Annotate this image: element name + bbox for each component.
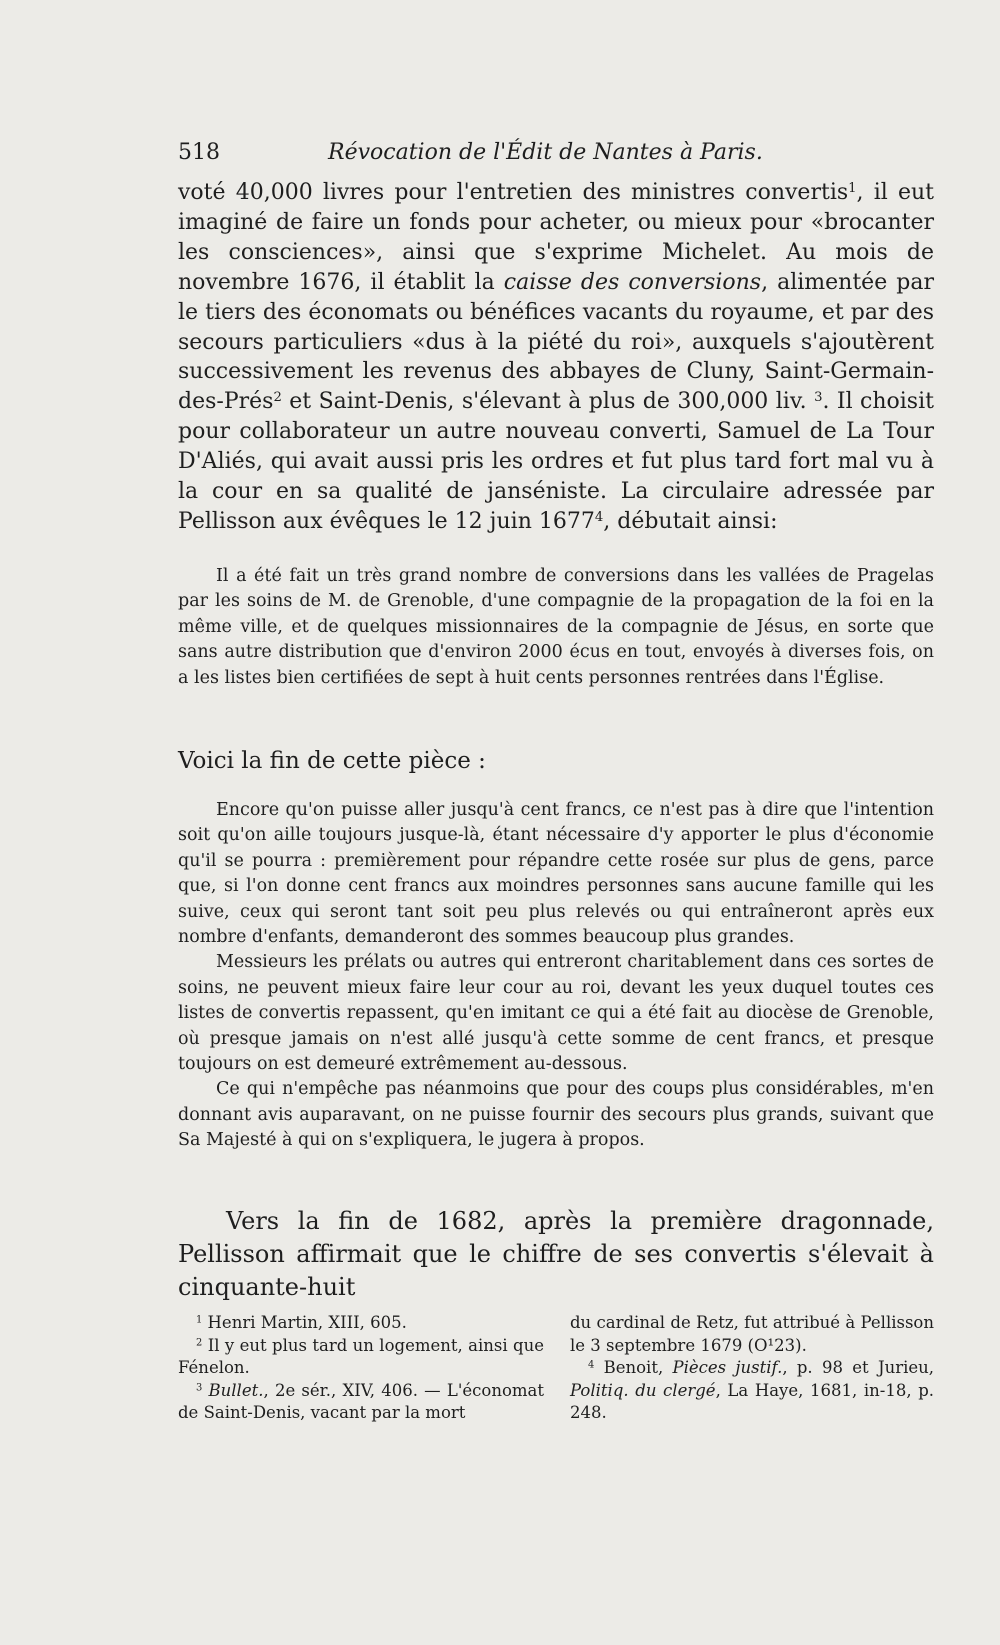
footnote-number: 4 [588, 1359, 595, 1371]
main-paragraph [178, 178, 934, 537]
footnote-text: Henri Martin, XIII, 605. [202, 1313, 407, 1332]
paragraph-text [178, 178, 934, 537]
footnote-text: Il y eut plus tard un logement, ainsi que Fénelon. [178, 1335, 544, 1377]
footnote-ref: 1 [848, 180, 857, 196]
footnote-3 [178, 1380, 544, 1425]
running-title: Révocation de l'Édit de Nantes à Paris. [328, 140, 763, 165]
footnote-number: 2 [196, 1337, 203, 1349]
footnote-ref: 3 [814, 390, 823, 406]
block-quote-ending [178, 798, 934, 1154]
text-run: , il eut imaginé de faire un fonds pour acheter, ou mieux pour «brocanter les consciences», ainsi que s'exprime Michelet. Au mois de novembre 1676, il établit la [178, 180, 934, 295]
footnote-number: 1 [196, 1314, 203, 1326]
quote-paragraph: Encore qu'on puisse aller jusqu'à cent francs, ce n'est pas à dire que l'intention soit qu'on aille toujours jusque-là, étant nécessaire d'y apporter le plus d'économie qu'il se pourra : premièrement pour répandre cette rosée sur plus de gens, parce que, si l'on donne cent francs aux moindres personnes sans aucune famille qui les suive, ceux qui seront tant soit peu plus relevés ou qui entraîneront après eux nombre d'enfants, demanderont des sommes beaucoup plus grandes. [178, 800, 934, 948]
footnotes-left-column [178, 1312, 544, 1425]
footnote-text: , La Haye, 1681, in-18, p. 248. [570, 1380, 934, 1422]
footnote-number: 3 [196, 1382, 203, 1394]
footnote-3-continued: du cardinal de Retz, fut attribué à Pellisson le 3 septembre 1679 (O¹23). [570, 1313, 934, 1355]
footnote-4 [570, 1357, 934, 1425]
section-lead-in: Voici la fin de cette pièce : [178, 748, 486, 774]
footnote-italic: Pièces justif. [672, 1358, 783, 1377]
footnote-italic: Bullet. [208, 1380, 264, 1400]
quote-paragraph: Il a été fait un très grand nombre de conversions dans les vallées de Pragelas par les soins de M. de Grenoble, d'une compagnie de la propagation de la foi en la même ville, et de quelques missionnaires de la compagnie de Jésus, en sorte que sans autre distribution que d'environ 2000 écus en tout, envoyés à diverses fois, on a les listes bien certifiées de sept à huit cents personnes rentrées dans l'Église. [178, 566, 934, 688]
text-run: voté 40,000 livres pour l'entretien des ministres convertis [178, 180, 849, 205]
quote-paragraph: Ce qui n'empêche pas néanmoins que pour des coups plus considérables, m'en donnant avis auparavant, on ne puisse fournir des secours plus grands, suivant que Sa Majesté à qui on s'expliquera, le jugera à propos. [178, 1079, 934, 1151]
quote-paragraph: Messieurs les prélats ou autres qui entreront charitablement dans ces sortes de soins, ne peuvent mieux faire leur cour au roi, devant les yeux duquel toutes ces listes de convertis repassent, qu'en imitant ce qui a été fait au diocèse de Grenoble, où presque jamais on n'est allé jusqu'à cette somme de cent francs, et presque toujours on est demeuré extrêmement au-dessous. [178, 952, 934, 1075]
italic-term: caisse des conversions [503, 269, 762, 295]
footnote-ref: 4 [594, 509, 604, 525]
footnote-text: Benoit, [594, 1358, 673, 1377]
footnote-1 [178, 1312, 544, 1335]
footnote-text: , 2e sér., XIV, 406. — L'économat de Saint-Denis, vacant par la mort [178, 1380, 544, 1422]
block-quote-circular [178, 564, 934, 691]
text-run: , débutait ainsi: [603, 508, 778, 534]
paragraph-text: Vers la fin de 1682, après la première dragonnade, Pellisson affirmait que le chiffre de ses convertis s'élevait à cinquante-huit [178, 1207, 934, 1301]
footnote-2 [178, 1335, 544, 1380]
page-header [178, 136, 788, 170]
closing-paragraph [178, 1205, 934, 1304]
page-number: 518 [178, 140, 220, 165]
footnote-ref: 2 [273, 390, 282, 406]
footnote-italic: Politiq. du clergé [570, 1380, 716, 1400]
text-run: . Il choisit pour collaborateur un autre nouveau converti, Samuel de La Tour D'Aliés, qui avait aussi pris les ordres et fut plus tard fort mal vu à la cour en sa qualité de janséniste. La circulaire adressée par Pellisson aux évêques le 12 juin 1677 [178, 389, 934, 534]
footnotes-right-column [570, 1312, 934, 1425]
footnote-text: , p. 98 et Jurieu, [782, 1358, 935, 1377]
text-run: et Saint-Denis, s'élevant à plus de 300,000 liv. [281, 389, 815, 415]
text-run: , alimentée par le tiers des économats ou bénéfices vacants du royaume, et par des secours particuliers «dus à la piété du roi», auxquels s'ajoutèrent successivement les revenus des abbayes de Cluny, Saint-Germain-des-Prés [178, 269, 934, 415]
